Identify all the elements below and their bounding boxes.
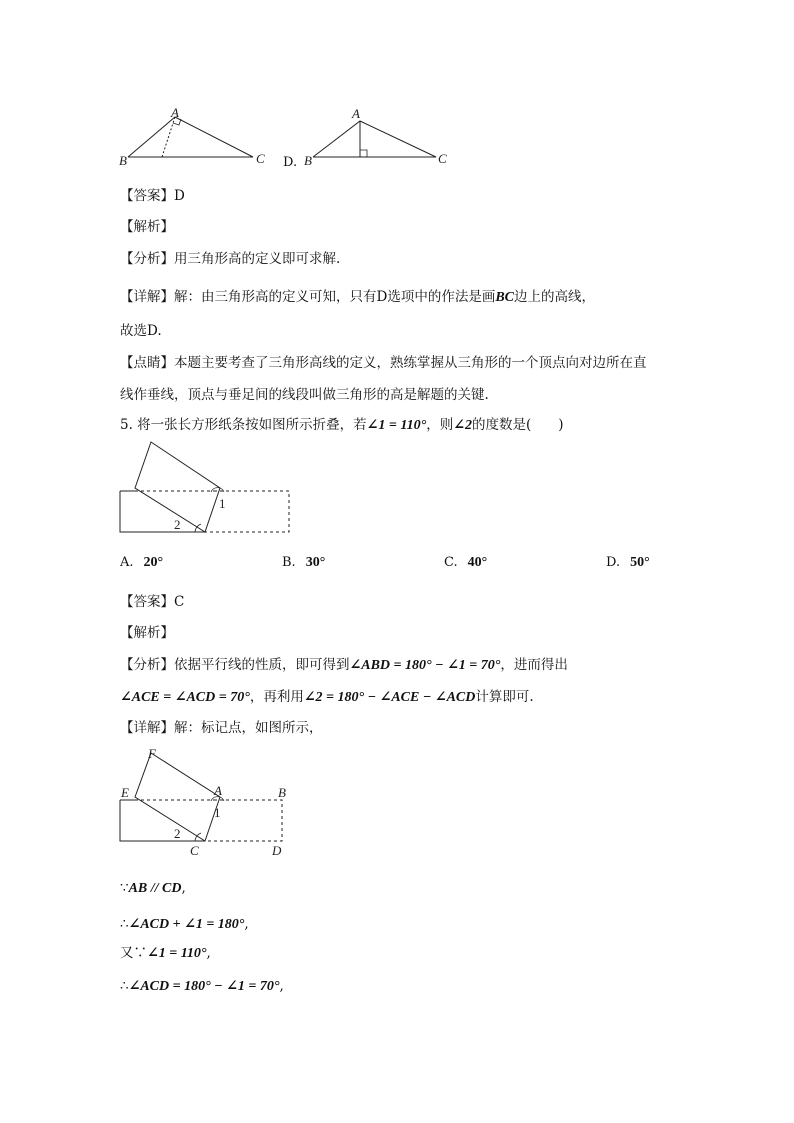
step-4: ∴∠ACD = 180° − ∠1 = 70°,: [120, 978, 284, 994]
vertex-label-b: B: [304, 153, 312, 168]
answer-label: 【答案】: [120, 594, 174, 610]
math-cond: ∠1 = 110°: [366, 418, 427, 433]
point-d-label: D: [272, 843, 282, 858]
vertex-label-b: B: [119, 153, 127, 168]
math-ask: ∠2: [453, 418, 472, 433]
question-5: 5. 将一张长方形纸条按如图所示折叠，若∠1 = 110°，则∠2的度数是( ): [120, 417, 564, 433]
vertex-label-a: A: [352, 106, 360, 121]
vertex-label-c: C: [256, 151, 265, 166]
option-c[interactable]: C. 40°: [444, 555, 488, 570]
fenxi-text: 用三角形高的定义即可求解.: [174, 251, 341, 267]
answer-label: 【答案】: [120, 188, 174, 204]
vertex-label-a: A: [171, 105, 179, 120]
option-d-label: D.: [283, 155, 298, 170]
step-2: ∴∠ACD + ∠1 = 180°,: [120, 916, 249, 932]
math-bc: BC: [495, 290, 515, 305]
option-b[interactable]: B. 30°: [282, 555, 326, 570]
fenxi-line-2: 【分析】依据平行线的性质，即可得到∠ABD = 180° − ∠1 = 70°，进而得出: [120, 657, 568, 673]
answer-value: C: [174, 594, 185, 610]
dianjing-line-2: 线作垂线，顶点与垂足间的线段叫做三角形的高是解题的关键.: [120, 387, 489, 403]
point-a-label: A: [214, 783, 222, 798]
figure-triangle-option-d: [300, 105, 460, 170]
answer-line-2: [120, 592, 184, 612]
xiangjie-label: 【详解】: [120, 289, 174, 305]
fenxi-label: 【分析】: [120, 657, 174, 673]
fenxi-label: 【分析】: [120, 251, 174, 267]
fenxi-line-2b: ∠ACE = ∠ACD = 70°，再利用∠2 = 180° − ∠ACE − ∠ACD计算即可.: [120, 689, 534, 705]
angle-2-label: 2: [174, 517, 181, 532]
dianjing-label: 【点睛】: [120, 355, 174, 371]
figure-folded-strip: [115, 440, 300, 540]
figure-labeled-strip: [110, 745, 310, 860]
option-a[interactable]: A. 20°: [120, 555, 164, 570]
angle-1-label: 1: [219, 496, 226, 511]
xiangjie-line: 【详解】解：由三角形高的定义可知，只有D选项中的作法是画BC边上的高线，: [120, 289, 596, 305]
figure-triangle-option-c: [115, 105, 275, 170]
answer-value: D: [174, 188, 185, 204]
angle-2-label: 2: [174, 826, 181, 841]
point-b-label: B: [278, 785, 286, 800]
analysis-heading-2: 【解析】: [120, 625, 174, 641]
angle-1-label: 1: [214, 805, 221, 820]
option-d[interactable]: D. 50°: [606, 555, 650, 570]
answer-line: [120, 186, 185, 206]
point-f-label: F: [148, 746, 156, 761]
point-e-label: E: [121, 785, 129, 800]
step-1: ∵AB // CD,: [120, 880, 186, 896]
conclusion-line: 故选D.: [120, 323, 162, 339]
xiangjie-label: 【详解】: [120, 720, 174, 736]
analysis-heading: 【解析】: [120, 219, 174, 235]
point-c-label: C: [190, 843, 199, 858]
fenxi-line: [120, 249, 340, 269]
xiangjie-line-2: 【详解】解：标记点，如图所示，: [120, 720, 323, 736]
step-3: 又∵∠1 = 110°,: [120, 945, 211, 961]
vertex-label-c: C: [438, 151, 447, 166]
dianjing-line-1: 【点睛】本题主要考查了三角形高线的定义，熟练掌握从三角形的一个顶点向对边所在直: [120, 355, 647, 371]
